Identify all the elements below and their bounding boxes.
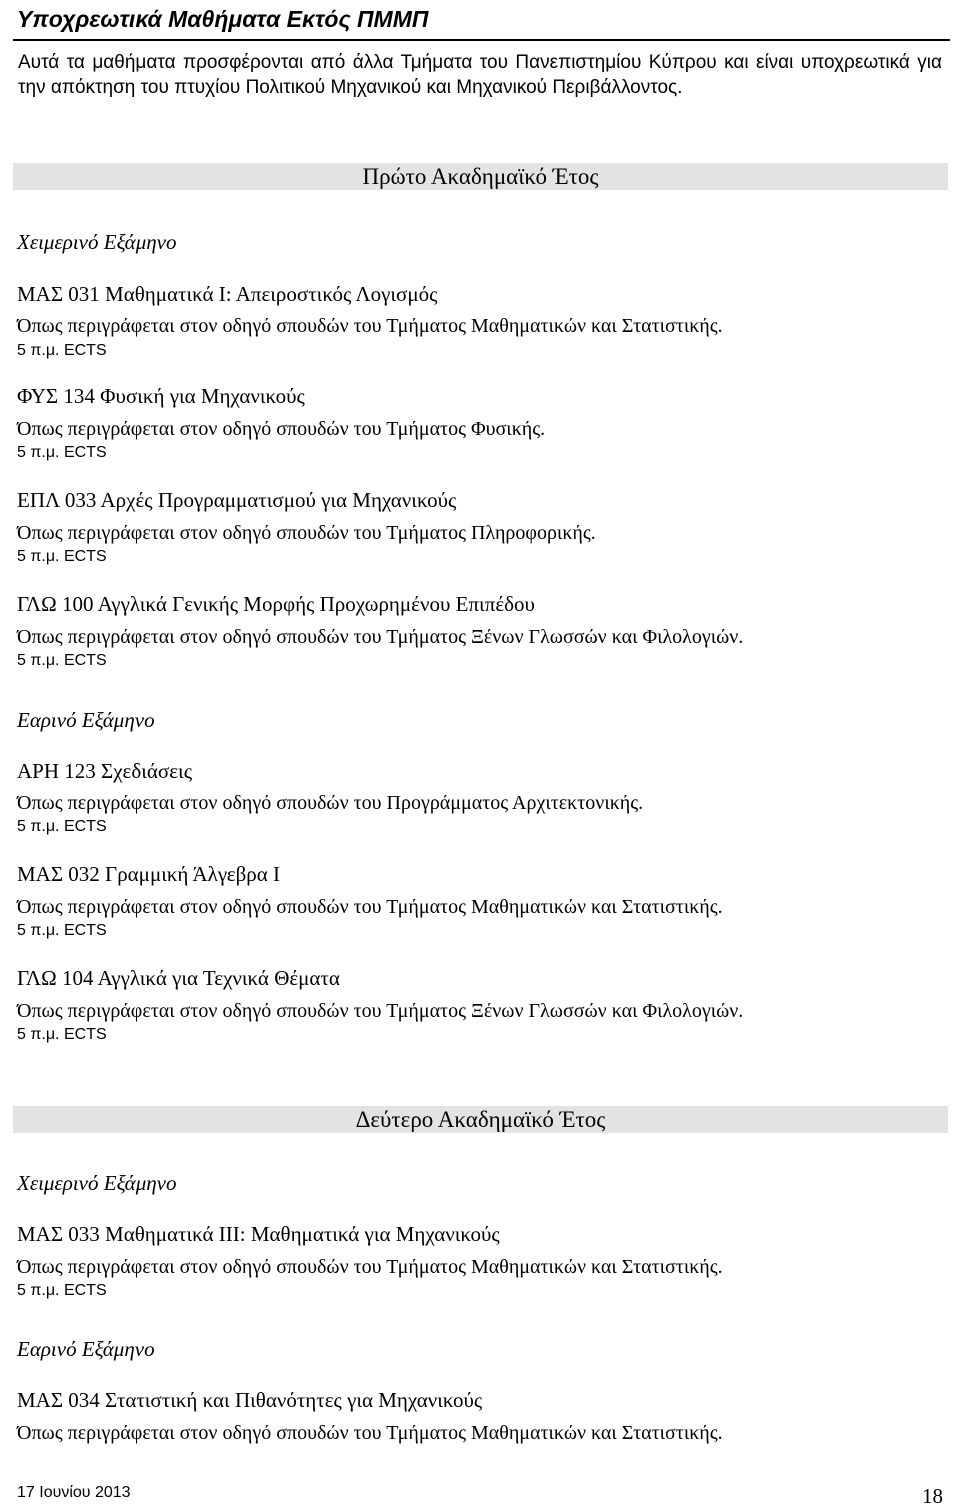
course-title: ΜΑΣ 031 Μαθηματικά Ι: Απειροστικός Λογισμός: [17, 282, 438, 306]
course-description: Όπως περιγράφεται στον οδηγό σπουδών του Προγράμματος Αρχιτεκτονικής.: [17, 792, 644, 814]
course-title: ΜΑΣ 033 Μαθηματικά ΙΙΙ: Μαθηματικά για Μηχανικούς: [17, 1222, 500, 1246]
semester-label: Χειμερινό Εξάμηνο: [17, 1171, 177, 1195]
course-ects: 5 π.μ. ECTS: [17, 922, 107, 939]
year-header-first: [13, 163, 948, 190]
page-number: 18: [922, 1484, 943, 1508]
course-description: Όπως περιγράφεται στον οδηγό σπουδών του Τμήματος Φυσικής.: [17, 418, 546, 440]
course-ects: 5 π.μ. ECTS: [17, 548, 107, 565]
course-ects: 5 π.μ. ECTS: [17, 342, 107, 359]
course-title: ΦΥΣ 134 Φυσική για Μηχανικούς: [17, 384, 305, 408]
title-underline: [13, 39, 950, 41]
course-ects: 5 π.μ. ECTS: [17, 1282, 107, 1299]
course-title: ΜΑΣ 032 Γραμμική Άλγεβρα Ι: [17, 862, 281, 886]
semester-label: Εαρινό Εξάμηνο: [17, 1337, 155, 1361]
course-description: Όπως περιγράφεται στον οδηγό σπουδών του Τμήματος Μαθηματικών και Στατιστικής.: [17, 315, 723, 337]
course-ects: 5 π.μ. ECTS: [17, 444, 107, 461]
course-title: ΑΡΗ 123 Σχεδιάσεις: [17, 759, 193, 783]
year-label: Δεύτερο Ακαδημαϊκό Έτος: [355, 1107, 606, 1132]
course-description: Όπως περιγράφεται στον οδηγό σπουδών του Τμήματος Ξένων Γλωσσών και Φιλολογιών.: [17, 1000, 744, 1022]
semester-label: Εαρινό Εξάμηνο: [17, 708, 155, 732]
year-header-second: [13, 1106, 948, 1133]
document-title: Υποχρεωτικά Μαθήματα Εκτός ΠΜΜΠ: [17, 6, 429, 32]
course-title: ΓΛΩ 100 Αγγλικά Γενικής Μορφής Προχωρημένου Επιπέδου: [17, 592, 535, 616]
course-description: Όπως περιγράφεται στον οδηγό σπουδών του Τμήματος Μαθηματικών και Στατιστικής.: [17, 1422, 723, 1444]
course-description: Όπως περιγράφεται στον οδηγό σπουδών του Τμήματος Ξένων Γλωσσών και Φιλολογιών.: [17, 626, 744, 648]
course-title: ΕΠΛ 033 Αρχές Προγραμματισμού για Μηχανικούς: [17, 488, 457, 512]
intro-paragraph: Αυτά τα μαθήματα προσφέρονται από άλλα Τμήματα του Πανεπιστημίου Κύπρου και είναι υποχρεωτικά για την απόκτηση του πτυχίου Πολιτικού Μηχανικού και Μηχανικού Περιβάλλοντος.: [18, 52, 942, 98]
course-description: Όπως περιγράφεται στον οδηγό σπουδών του Τμήματος Μαθηματικών και Στατιστικής.: [17, 1256, 723, 1278]
course-description: Όπως περιγράφεται στον οδηγό σπουδών του Τμήματος Μαθηματικών και Στατιστικής.: [17, 896, 723, 918]
course-description: Όπως περιγράφεται στον οδηγό σπουδών του Τμήματος Πληροφορικής.: [17, 522, 596, 544]
footer-date: 17 Ιουνίου 2013: [17, 1484, 131, 1501]
course-title: ΓΛΩ 104 Αγγλικά για Τεχνικά Θέματα: [17, 966, 340, 990]
year-label: Πρώτο Ακαδημαϊκό Έτος: [362, 164, 599, 189]
course-ects: 5 π.μ. ECTS: [17, 818, 107, 835]
course-title: ΜΑΣ 034 Στατιστική και Πιθανότητες για Μηχανικούς: [17, 1388, 483, 1412]
semester-label: Χειμερινό Εξάμηνο: [17, 230, 177, 254]
course-ects: 5 π.μ. ECTS: [17, 652, 107, 669]
course-ects: 5 π.μ. ECTS: [17, 1026, 107, 1043]
